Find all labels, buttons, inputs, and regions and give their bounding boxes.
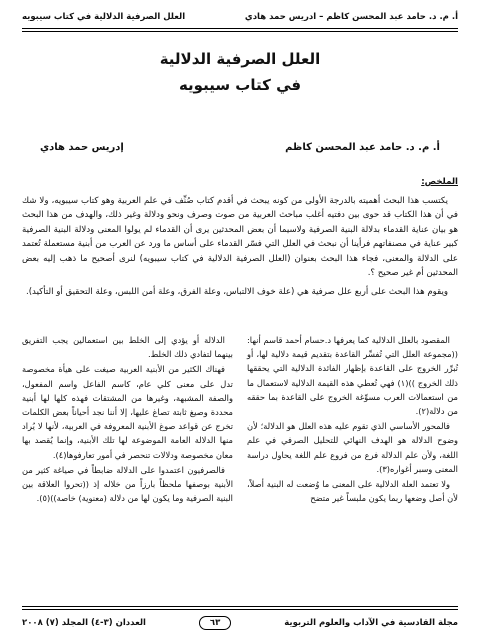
column-right-paragraph: فالمحور الأساسي الذي تقوم عليه هذه العلل هو الدلالة؛ لأن وضوح الدلالة هو الهدف النهائي للتحليل الصرفي في علم اللغة، ولأن علم الدلالة فرع من فروع علم اللغة يحاول دراسة المعنى وسبر أغواره(٣). [247,421,458,474]
author-second: إدريس حمد هادي [40,142,124,153]
authors [40,142,440,153]
running-header-authors: أ. م. د. حامد عبد المحسن كاظم – ادريس حمد هادي [244,12,458,22]
title-block [0,50,480,94]
author-first: أ. م. د. حامد عبد المحسن كاظم [285,142,440,153]
footer-issue: العددان (٣-٤) المجلد (٧) ٢٠٠٨ [22,618,146,628]
column-right-paragraph: المقصود بالعلل الدلالية كما يعرفها د.حسام أحمد قاسم أنها: ((مجموعة العلل التي تُفسِّر القاعدة بتقديم قيمة دلالية لها، أو تُبرِّر الخروج على القاعدة بإظهار الفائدة الدلالية التي يحققها ذلك الخروج ))(١) فهي تُعطي هذه القيمة الدلالية لاستعمال ما من استعمالات العرب مسوِّغة الخروج على القاعدة بما حققه من دلالة(٢). [247,335,458,417]
column-left-paragraph: فهناك الكثير من الأبنية العربية صيغت على هيأة مخصوصة تدل على معنى كلي عام، كاسم الفاعل واسم المفعول، والصفة المشبهة، وغيرها من المشتقات فهذه كلها لها أبنية محددة وصيغ ثابتة تصاغ عليها، إلا أننا نجد أحياناً بعض الكلمات تخرج عن قواعد صوغ الأبنية المعروفة في العربية، لأنها لا يُراد منها الدلالة العامة الموضوعة لها تلك الأبنية، وإنما يُقصد بها معان مخصوصة ودلالات تنحصر في أمور تعارفوها(٤). [22,364,233,460]
abstract [22,175,458,303]
column-left-paragraph: فالصرفيون اعتمدوا على الدلالة ضابطاً في صياغة كثير من الأبنية بوصفها ملحظاً بارزاً من خلاله إذ ((تحروا العلاقة بين البنية الصرفية وما يكون لها من دلالة (معنوية) خاصة))(٥). [22,464,233,504]
column-left [22,333,233,603]
page-number: ٦٣ [199,616,231,630]
footer-rule [22,606,458,607]
abstract-label: الملخص: [421,177,458,187]
header-rule [22,28,458,29]
column-right-paragraph: ولا تعتمد العلة الدلالية على المعنى ما وُضعت له البنية أصلاً، لأن أصل وضعها ربما يكون ملبساً غير متضح [247,479,458,504]
footer-journal: مجلة القادسية في الآداب والعلوم التربوية [284,618,458,628]
header-rule-thin [22,31,458,32]
running-header [22,8,458,26]
page-footer [22,614,458,632]
running-header-title: العلل الصرفية الدلالية في كتاب سيبويه [22,12,186,22]
abstract-paragraph-1: يكتسب هذا البحث أهميته بالدرجة الأولى من كونه يبحث في أقدم كتاب صُنِّف في علم العربية وهو كتاب سيبويه، ولا شك في أن هذا الكتاب قد حوى بين دفتيه أغلب مباحث العربية من صوت وصرف ونحو ودلالة وغير ذلك، والهدف من هذا البحث هو بيان عناية القدماء بدلالة البنية الصرفية ولاسيما أن بعض المحدثين يرى أن القدماء لم يولوا المعنى ودلالة البنية الصرفية كبير عناية في مصنفاتهم فرأينا أن نبحث في العلل التي فسّر القدماء على أساس ما ورد عن العرب من أبنية مستعملة تُعتمد على الدلالة والمعنى، فجاء هذا البحث بعنوان (العلل الصرفية الدلالية في كتاب سيبويه) لنرى أصحيح ما ذهب إليه بعض المحدثين أم غير صحيح ؟. [22,195,458,278]
column-right [247,333,458,603]
paper-title: العلل الصرفية الدلالية [159,50,321,68]
body-columns [22,333,458,603]
paper-subtitle: في كتاب سيبويه [178,76,302,94]
footer-rule-thin [22,609,458,610]
column-left-paragraph: الدلالة أو يؤدي إلى الخلط بين استعمالين يجب التفريق بينهما لتفادي ذلك الخلط. [22,335,233,360]
abstract-paragraph-2: ويقوم هذا البحث على أربع علل صرفية هي (علة خوف الالتباس، وعلة الفرق، وعلة أمن اللبس، وعلة التحقيق أو التأكيد). [25,286,448,297]
